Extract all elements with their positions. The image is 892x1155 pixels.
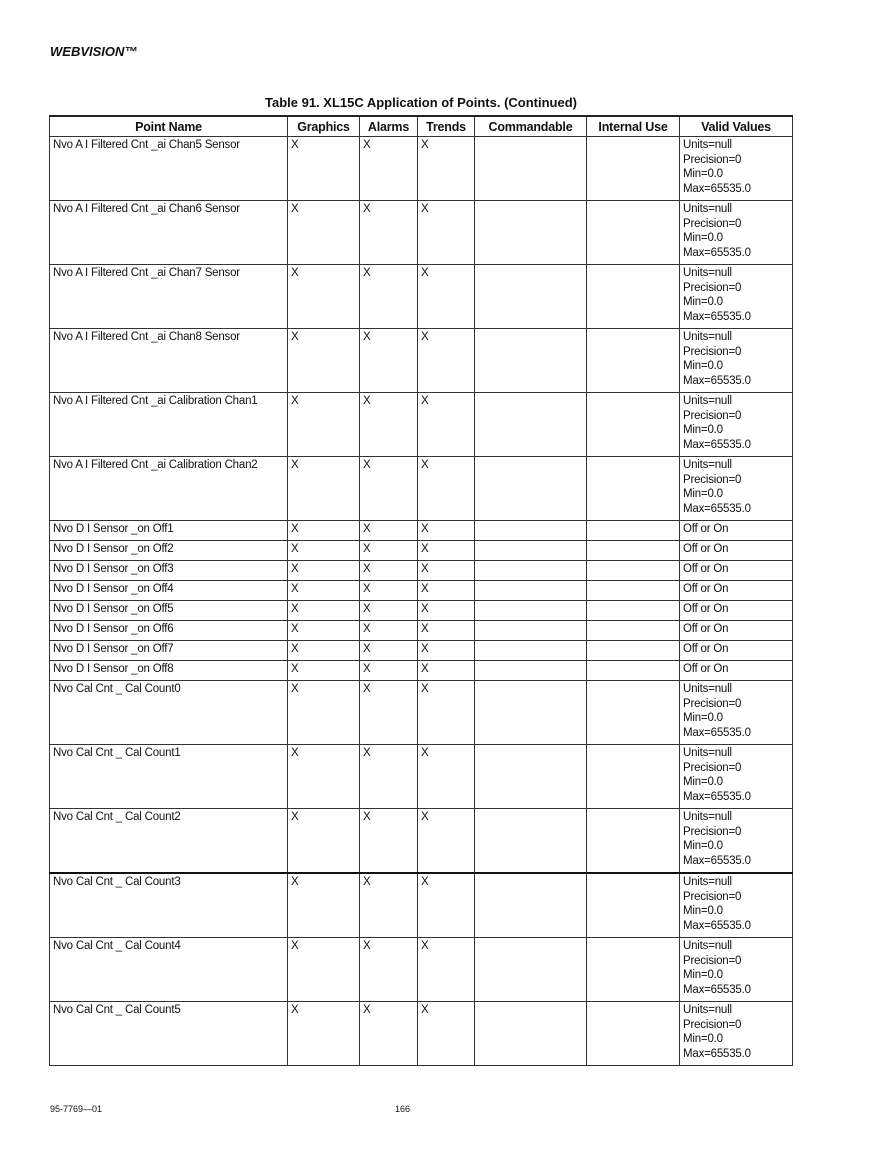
valid-value-line: Units=null (683, 811, 732, 823)
alarms-cell: X (360, 1002, 418, 1066)
trends-cell: X (418, 641, 475, 661)
valid-value-line: Precision=0 (683, 281, 742, 294)
point-name-cell: Nvo D I Sensor _on Off8 (50, 661, 288, 681)
alarms-cell: X (360, 265, 418, 329)
internal-use-cell (587, 601, 680, 621)
column-header-trends: Trends (418, 116, 475, 137)
point-name-cell: Nvo A I Filtered Cnt _ai Chan7 Sensor (50, 265, 288, 329)
commandable-cell (475, 681, 587, 745)
trends-cell: X (418, 581, 475, 601)
valid-value-line: Precision=0 (683, 217, 742, 230)
alarms-cell: X (360, 809, 418, 874)
valid-value-line: Precision=0 (683, 473, 742, 486)
point-name-cell: Nvo Cal Cnt _ Cal Count5 (50, 1002, 288, 1066)
trends-cell: X (418, 938, 475, 1002)
table-row (50, 1002, 793, 1066)
valid-value-line: Units=null (683, 459, 732, 471)
graphics-cell: X (288, 745, 360, 809)
point-name-cell: Nvo A I Filtered Cnt _ai Calibration Chan1 (50, 393, 288, 457)
commandable-cell (475, 745, 587, 809)
point-name-cell: Nvo Cal Cnt _ Cal Count0 (50, 681, 288, 745)
point-name-cell: Nvo Cal Cnt _ Cal Count3 (50, 873, 288, 938)
trends-cell: X (418, 541, 475, 561)
alarms-cell: X (360, 329, 418, 393)
valid-value-line: Off or On (683, 523, 729, 535)
trends-cell: X (418, 137, 475, 201)
commandable-cell (475, 581, 587, 601)
page-number: 166 (395, 1104, 411, 1114)
valid-value-line: Min=0.0 (683, 712, 723, 724)
internal-use-cell (587, 521, 680, 541)
valid-value-line: Min=0.0 (683, 969, 723, 981)
table-row (50, 809, 793, 874)
alarms-cell: X (360, 681, 418, 745)
commandable-cell (475, 137, 587, 201)
point-name-cell: Nvo D I Sensor _on Off5 (50, 601, 288, 621)
points-table (49, 115, 793, 1066)
internal-use-cell (587, 457, 680, 521)
table-row (50, 393, 793, 457)
commandable-cell (475, 938, 587, 1002)
valid-values-cell (680, 521, 793, 541)
trends-cell: X (418, 681, 475, 745)
trends-cell: X (418, 561, 475, 581)
alarms-cell: X (360, 745, 418, 809)
point-name-cell: Nvo A I Filtered Cnt _ai Chan6 Sensor (50, 201, 288, 265)
document-number: 95-7769—01 (50, 1104, 103, 1114)
valid-values-cell (680, 581, 793, 601)
commandable-cell (475, 541, 587, 561)
valid-value-line: Precision=0 (683, 345, 742, 358)
valid-values-cell (680, 137, 793, 201)
valid-value-line: Max=65535.0 (683, 310, 751, 323)
trends-cell: X (418, 201, 475, 265)
valid-value-line: Max=65535.0 (683, 726, 751, 739)
graphics-cell: X (288, 873, 360, 938)
valid-value-line: Precision=0 (683, 409, 742, 422)
commandable-cell (475, 661, 587, 681)
internal-use-cell (587, 201, 680, 265)
trends-cell: X (418, 809, 475, 874)
graphics-cell: X (288, 521, 360, 541)
graphics-cell: X (288, 661, 360, 681)
table-row (50, 581, 793, 601)
valid-values-cell (680, 393, 793, 457)
valid-values-cell (680, 641, 793, 661)
valid-values-cell (680, 809, 793, 874)
valid-values-cell (680, 681, 793, 745)
valid-value-line: Precision=0 (683, 954, 742, 967)
valid-value-line: Min=0.0 (683, 424, 723, 436)
valid-value-line: Units=null (683, 683, 732, 695)
valid-value-line: Max=65535.0 (683, 438, 751, 451)
internal-use-cell (587, 661, 680, 681)
internal-use-cell (587, 681, 680, 745)
commandable-cell (475, 561, 587, 581)
table-row (50, 561, 793, 581)
valid-values-cell (680, 621, 793, 641)
internal-use-cell (587, 393, 680, 457)
graphics-cell: X (288, 681, 360, 745)
internal-use-cell (587, 265, 680, 329)
trends-cell: X (418, 329, 475, 393)
table-row (50, 938, 793, 1002)
commandable-cell (475, 641, 587, 661)
point-name-cell: Nvo D I Sensor _on Off4 (50, 581, 288, 601)
table-body (50, 137, 793, 1066)
graphics-cell: X (288, 137, 360, 201)
alarms-cell: X (360, 581, 418, 601)
alarms-cell: X (360, 641, 418, 661)
internal-use-cell (587, 809, 680, 874)
column-header-internal-use: Internal Use (587, 116, 680, 137)
point-name-cell: Nvo A I Filtered Cnt _ai Chan5 Sensor (50, 137, 288, 201)
internal-use-cell (587, 621, 680, 641)
alarms-cell: X (360, 393, 418, 457)
valid-value-line: Max=65535.0 (683, 374, 751, 387)
valid-value-line: Min=0.0 (683, 232, 723, 244)
commandable-cell (475, 329, 587, 393)
alarms-cell: X (360, 873, 418, 938)
internal-use-cell (587, 329, 680, 393)
graphics-cell: X (288, 1002, 360, 1066)
valid-values-cell (680, 201, 793, 265)
point-name-cell: Nvo Cal Cnt _ Cal Count4 (50, 938, 288, 1002)
valid-value-line: Off or On (683, 623, 729, 635)
commandable-cell (475, 521, 587, 541)
commandable-cell (475, 393, 587, 457)
internal-use-cell (587, 137, 680, 201)
graphics-cell: X (288, 393, 360, 457)
alarms-cell: X (360, 541, 418, 561)
commandable-cell (475, 265, 587, 329)
valid-value-line: Precision=0 (683, 697, 742, 710)
commandable-cell (475, 201, 587, 265)
point-name-cell: Nvo Cal Cnt _ Cal Count1 (50, 745, 288, 809)
trends-cell: X (418, 457, 475, 521)
alarms-cell: X (360, 201, 418, 265)
valid-value-line: Units=null (683, 203, 732, 215)
valid-value-line: Min=0.0 (683, 488, 723, 500)
internal-use-cell (587, 541, 680, 561)
valid-value-line: Min=0.0 (683, 360, 723, 372)
valid-value-line: Precision=0 (683, 761, 742, 774)
trends-cell: X (418, 621, 475, 641)
table-row (50, 521, 793, 541)
valid-values-cell (680, 873, 793, 938)
table-row (50, 541, 793, 561)
graphics-cell: X (288, 809, 360, 874)
commandable-cell (475, 457, 587, 521)
point-name-cell: Nvo A I Filtered Cnt _ai Calibration Chan2 (50, 457, 288, 521)
graphics-cell: X (288, 561, 360, 581)
column-header-alarms: Alarms (360, 116, 418, 137)
alarms-cell: X (360, 521, 418, 541)
column-header-graphics: Graphics (288, 116, 360, 137)
internal-use-cell (587, 561, 680, 581)
valid-value-line: Max=65535.0 (683, 502, 751, 515)
internal-use-cell (587, 938, 680, 1002)
graphics-cell: X (288, 581, 360, 601)
valid-value-line: Max=65535.0 (683, 246, 751, 259)
valid-value-line: Max=65535.0 (683, 854, 751, 867)
graphics-cell: X (288, 329, 360, 393)
trends-cell: X (418, 1002, 475, 1066)
graphics-cell: X (288, 601, 360, 621)
valid-value-line: Min=0.0 (683, 1033, 723, 1045)
valid-values-cell (680, 661, 793, 681)
valid-value-line: Off or On (683, 583, 729, 595)
graphics-cell: X (288, 201, 360, 265)
valid-value-line: Max=65535.0 (683, 919, 751, 932)
valid-value-line: Units=null (683, 876, 732, 888)
valid-value-line: Units=null (683, 395, 732, 407)
valid-value-line: Units=null (683, 331, 732, 343)
valid-values-cell (680, 265, 793, 329)
valid-value-line: Precision=0 (683, 1018, 742, 1031)
trends-cell: X (418, 521, 475, 541)
table-row (50, 457, 793, 521)
table-row (50, 201, 793, 265)
commandable-cell (475, 621, 587, 641)
graphics-cell: X (288, 621, 360, 641)
table-row (50, 661, 793, 681)
table-row (50, 137, 793, 201)
valid-value-line: Units=null (683, 1004, 732, 1016)
valid-value-line: Precision=0 (683, 825, 742, 838)
valid-value-line: Units=null (683, 747, 732, 759)
graphics-cell: X (288, 457, 360, 521)
valid-value-line: Off or On (683, 543, 729, 555)
valid-value-line: Units=null (683, 139, 732, 151)
valid-value-line: Off or On (683, 603, 729, 615)
table-row (50, 329, 793, 393)
internal-use-cell (587, 873, 680, 938)
valid-value-line: Precision=0 (683, 153, 742, 166)
valid-values-cell (680, 938, 793, 1002)
table-row (50, 873, 793, 938)
point-name-cell: Nvo D I Sensor _on Off1 (50, 521, 288, 541)
table-row (50, 265, 793, 329)
table-row (50, 601, 793, 621)
valid-values-cell (680, 457, 793, 521)
commandable-cell (475, 601, 587, 621)
trends-cell: X (418, 393, 475, 457)
point-name-cell: Nvo D I Sensor _on Off3 (50, 561, 288, 581)
internal-use-cell (587, 581, 680, 601)
internal-use-cell (587, 641, 680, 661)
alarms-cell: X (360, 601, 418, 621)
valid-values-cell (680, 541, 793, 561)
alarms-cell: X (360, 561, 418, 581)
commandable-cell (475, 1002, 587, 1066)
column-header-point-name: Point Name (50, 116, 288, 137)
valid-values-cell (680, 745, 793, 809)
table-row (50, 621, 793, 641)
trends-cell: X (418, 745, 475, 809)
alarms-cell: X (360, 621, 418, 641)
alarms-cell: X (360, 661, 418, 681)
alarms-cell: X (360, 938, 418, 1002)
valid-value-line: Units=null (683, 267, 732, 279)
internal-use-cell (587, 745, 680, 809)
valid-value-line: Max=65535.0 (683, 182, 751, 195)
valid-value-line: Precision=0 (683, 890, 742, 903)
graphics-cell: X (288, 541, 360, 561)
valid-value-line: Min=0.0 (683, 168, 723, 180)
valid-value-line: Off or On (683, 663, 729, 675)
valid-value-line: Off or On (683, 563, 729, 575)
valid-values-cell (680, 1002, 793, 1066)
alarms-cell: X (360, 457, 418, 521)
commandable-cell (475, 873, 587, 938)
trends-cell: X (418, 873, 475, 938)
valid-value-line: Max=65535.0 (683, 1047, 751, 1060)
graphics-cell: X (288, 265, 360, 329)
point-name-cell: Nvo Cal Cnt _ Cal Count2 (50, 809, 288, 874)
point-name-cell: Nvo D I Sensor _on Off7 (50, 641, 288, 661)
valid-value-line: Off or On (683, 643, 729, 655)
point-name-cell: Nvo A I Filtered Cnt _ai Chan8 Sensor (50, 329, 288, 393)
point-name-cell: Nvo D I Sensor _on Off6 (50, 621, 288, 641)
valid-value-line: Min=0.0 (683, 776, 723, 788)
table-row (50, 681, 793, 745)
valid-value-line: Min=0.0 (683, 840, 723, 852)
valid-value-line: Min=0.0 (683, 296, 723, 308)
table-caption: Table 91. XL15C Application of Points. (Continued) (264, 95, 577, 110)
internal-use-cell (587, 1002, 680, 1066)
valid-value-line: Max=65535.0 (683, 790, 751, 803)
trends-cell: X (418, 601, 475, 621)
valid-value-line: Min=0.0 (683, 905, 723, 917)
trends-cell: X (418, 265, 475, 329)
trends-cell: X (418, 661, 475, 681)
valid-value-line: Max=65535.0 (683, 983, 751, 996)
column-header-valid-values: Valid Values (680, 116, 793, 137)
valid-values-cell (680, 601, 793, 621)
graphics-cell: X (288, 938, 360, 1002)
brand-header: WEBVISION™ (50, 44, 138, 59)
graphics-cell: X (288, 641, 360, 661)
table-header-row (50, 116, 793, 137)
column-header-commandable: Commandable (475, 116, 587, 137)
valid-values-cell (680, 561, 793, 581)
table-row (50, 745, 793, 809)
commandable-cell (475, 809, 587, 874)
valid-values-cell (680, 329, 793, 393)
valid-value-line: Units=null (683, 940, 732, 952)
alarms-cell: X (360, 137, 418, 201)
point-name-cell: Nvo D I Sensor _on Off2 (50, 541, 288, 561)
table-row (50, 641, 793, 661)
